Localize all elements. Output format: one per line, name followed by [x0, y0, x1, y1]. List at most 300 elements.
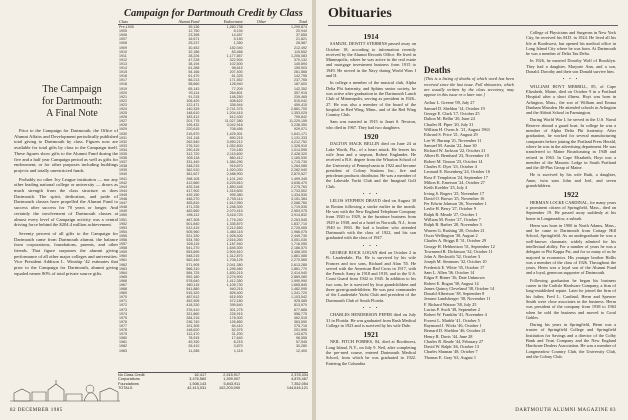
table-cell: 708,456	[229, 127, 243, 132]
table-cell: 8,194	[233, 29, 243, 34]
table-cell: 446,270	[186, 197, 200, 202]
table-cell: 2,186,570	[291, 246, 307, 251]
table-cell: 1937	[119, 160, 127, 165]
table-cell: 515,042	[294, 98, 307, 103]
table-cell: 1918	[119, 82, 127, 87]
table-cell: 148,620	[186, 328, 200, 333]
list-item: Thomas E. Gray '63, August 1	[424, 354, 476, 360]
table-cell: 1,248,300	[226, 205, 243, 210]
table-cell: 1981	[119, 340, 127, 345]
table-cell: 925,085	[294, 299, 307, 304]
obituary-column-1	[326, 30, 416, 368]
table-cell: 1,715,730	[291, 160, 307, 165]
table-cell: 2,904,610	[226, 250, 243, 255]
table-cell: 11,229,155	[289, 119, 307, 124]
table-cell: 890,215	[229, 135, 243, 140]
table-cell: 171,552	[229, 78, 243, 83]
table-cell: 2,553,075	[291, 209, 307, 214]
list-item: Warren G. Rushing '28, October 21	[424, 227, 485, 233]
table-cell: 363,590	[294, 319, 307, 324]
list-item: Raymond J. Wicks '46, October 1	[424, 322, 482, 328]
table-cell: 1946	[119, 197, 127, 202]
table-cell: 336,944	[229, 102, 243, 107]
table-row	[118, 349, 308, 353]
totals-cell: 7,352,054	[291, 381, 308, 386]
table-cell: 312,720	[186, 152, 200, 156]
table-cell: 1,335,870	[226, 221, 243, 226]
section-separator: • • •	[362, 242, 380, 248]
obituary-paragraph: LELOS STEPHEN DRAYD died on August 30 in Boston following a stroke earlier in the month. He was with the New England Telephone Company from 1920 to 1929, in the furniture business from 1929 to 1938, and at a hotel in Norwalk, N.J., from 1940 to 1963. He had a brother who attended Dartmouth with the class of 1922, and his son graduated with the class of 1947.	[326, 198, 416, 241]
table-cell: 1969	[119, 291, 127, 296]
table-cell: 1967	[119, 283, 127, 287]
list-item: Robert E. Bogan '38, August 14	[424, 280, 479, 286]
table-cell: 562,440	[186, 258, 200, 263]
table-cell: 98,615	[231, 66, 243, 71]
table-cell: 459,415	[294, 102, 307, 107]
obituary-paragraph: During World War I, he served in the U.S. Naval Reserve aboard a guard boat. In college he was a member of Alpha Delta Phi fraternity. After graduation, he worked for several manufacturing companies before joining the Portland Press Herald, where he was in the advertising department. He was transferred to Maine Broadcasting in 1948 and retired in 1963. In Cape Elizabeth, Hoyt was a member of the Masonic Lodge in South Portland and the 40-Plus Group of Maine.	[526, 117, 616, 171]
table-cell: 1956	[119, 237, 127, 242]
table-cell: 4,225,810	[226, 180, 243, 185]
list-item: David O. Brown '25, November 16	[424, 195, 485, 201]
table-cell: 91,215	[188, 94, 200, 99]
column-header: Class	[118, 20, 153, 25]
table-cell: 301,275	[229, 307, 243, 312]
table-cell: 5,150	[233, 37, 243, 42]
list-item: Forrest L. Marble '41, October 5	[424, 317, 480, 323]
table-cell: 1922	[119, 98, 127, 103]
list-item: Donald Albertson '38, September 8	[424, 291, 485, 297]
campaign-credit-table	[118, 20, 308, 353]
list-item: Lucius P. Swift '38, September 2	[424, 307, 481, 313]
table-cell: 496,112	[186, 213, 200, 218]
table-cell: 25,237	[188, 41, 200, 46]
obituary-paragraph: In college a member of the musical club, Alpha Delta Phi fraternity, and Sphinx senior society, he was active after graduation in the Dartmouth Lunch Club of Minneapolis, serving as president in 1926–27. He was also a member of the board of the hospital in Red Wing, Minn., and of the Red Wing Country Club.	[326, 80, 416, 118]
table-cell: 487,305	[186, 217, 200, 222]
list-item: Leslie H. Berry '27, October 9	[424, 206, 476, 212]
table-cell: 512,415	[186, 225, 200, 230]
table-cell: 1921	[119, 94, 127, 99]
table-cell: 1966	[119, 278, 127, 283]
table-cell: 322,904	[229, 57, 243, 62]
totals-cell	[240, 386, 274, 390]
table-cell: 1957	[119, 242, 127, 247]
list-item: Robert W. Franklin '41, November 4	[424, 312, 487, 318]
table-cell: 1,131,333	[291, 135, 307, 140]
table-cell: 1936	[119, 156, 127, 161]
table-cell: 724,180	[229, 147, 243, 152]
table-cell: 54,166	[188, 70, 200, 75]
table-cell: 126,850	[229, 319, 243, 324]
list-item: Milton K. Emerson '24, October 27	[424, 179, 485, 185]
list-item: Samuel D. Sheldon '14, October 19	[424, 105, 485, 111]
list-item: Ralph B. Barber '28, November 3	[424, 222, 482, 228]
table-cell: 1,177,857	[226, 53, 243, 58]
table-cell: 23,398	[188, 33, 200, 38]
table-cell: 1,482,095	[291, 287, 307, 292]
list-item: David W. Ralph '46, October 13	[424, 344, 480, 350]
table-cell: 2,041,380	[226, 262, 243, 267]
table-cell: 61,470	[188, 74, 200, 79]
table-cell: 1983	[119, 348, 127, 353]
table-cell: 1,499,345	[291, 176, 307, 181]
section-separator: • • •	[362, 304, 380, 310]
table-cell: 106,420	[186, 98, 200, 103]
table-cell: 84,410	[231, 323, 243, 328]
table-cell: 1923	[119, 102, 127, 107]
table-cell: 592,180	[186, 274, 200, 279]
table-cell: 30,280	[296, 344, 307, 349]
table-cell: 26,410	[188, 344, 200, 349]
table-cell: 236,740	[186, 319, 200, 324]
table-cell: 264,801	[229, 90, 243, 95]
table-cell: 226,915	[229, 311, 243, 316]
table-cell: 1905	[119, 29, 127, 34]
table-cell: 3,238,350	[291, 123, 307, 128]
table-cell: 115,652	[294, 49, 307, 54]
table-cell: 1,353,025	[291, 111, 307, 116]
list-item: Charles R. Reade '44, February 27	[424, 338, 484, 344]
list-item: William M. Porter '27, October 7	[424, 217, 481, 223]
obituary-paragraph: Following graduation he began his business career in the Carlisle Hardware Company, a firm of long-established repute. Later he joined the firm of his father, Fred L. Cardinal, Herm and Spencer Smith were close associates in the business. Herm was president of the company from 1938 to 1963 when he sold the business and moved to Coral Gables.	[526, 277, 616, 320]
table-cell: 1955	[119, 233, 127, 238]
table-cell: 452,905	[186, 299, 200, 304]
table-cell: 1933	[119, 143, 127, 148]
table-cell: 553,690	[186, 250, 200, 255]
table-cell: 1,837,710	[291, 221, 307, 226]
obituary-paragraph: College of Physicians and Surgeons in New York City, he received his M.D. in 1924. He lived all his life at Boothwest, but opened his medical office in Long Island City where he was born. At Dartmouth he was a member of Delta Tau Delta.	[526, 30, 616, 57]
table-cell: 12,750	[188, 29, 200, 34]
column-header: Endowment	[200, 20, 243, 25]
table-cell: 159,903	[294, 66, 307, 71]
table-cell: 16,671	[188, 37, 200, 42]
table-cell: 1928	[119, 123, 127, 128]
table-cell: 195,432	[186, 123, 200, 128]
table-cell: 2,212,650	[226, 225, 243, 230]
table-cell: 1,312,870	[226, 254, 243, 259]
table-cell: 14,457	[231, 33, 243, 38]
table-cell: 1977	[119, 323, 127, 328]
table-cell: 2,276,900	[226, 274, 243, 279]
table-cell: 2,263,545	[291, 217, 307, 222]
table-cell: 1940	[119, 172, 127, 177]
obituary-paragraph: SAMUEL DEWITT STEBBINS passed away on October 18, according to information recently received by the Alumni Records Office. He lived in Minneapolis, where he was active in the real estate and mortgage investment business from 1915 to 1949. He served in the Navy during World Wars I and II.	[326, 41, 416, 79]
list-item: Ross F. Templeton '24, September 17	[424, 174, 488, 180]
table-cell: 1914	[119, 66, 127, 71]
column-header: Other	[244, 20, 267, 25]
table-cell: 128,940	[229, 82, 243, 87]
table-cell: 501,840	[186, 221, 200, 226]
table-cell: 521,330	[186, 233, 200, 238]
table-cell: 505,960	[186, 229, 200, 234]
table-cell: 1,776,240	[226, 217, 243, 222]
list-item: Joseph M. Simmons '32, October 10	[424, 259, 487, 265]
list-item: Leonard E. Rosenberg '24, October 16	[424, 169, 490, 175]
table-cell: 1,101,240	[226, 176, 243, 181]
list-item: Samuel M. Austin '22, June 30	[424, 142, 477, 148]
table-cell: 1944	[119, 188, 127, 193]
list-item: Fer Edwin Johnson '26, November 1	[424, 201, 487, 207]
table-cell: 362,910	[186, 168, 200, 173]
table-cell: 4,212,752	[291, 139, 307, 144]
table-cell: 1,966,075	[291, 229, 307, 234]
table-cell: 331,860	[186, 311, 200, 316]
table-cell: 78,915	[188, 336, 200, 341]
table-cell: 215,870	[186, 131, 200, 136]
table-cell: 1950	[119, 213, 127, 218]
list-item: Robert M. Tinnon '23, October 14	[424, 158, 483, 164]
table-cell: 93,114	[188, 90, 200, 95]
table-cell: 2,275,763	[291, 184, 307, 189]
table-cell: 1926	[119, 115, 127, 120]
table-cell: 212,492	[294, 45, 307, 50]
table-cell: 66,213	[188, 78, 200, 83]
table-cell: 148,250	[229, 94, 243, 99]
table-cell: 472,180	[229, 299, 243, 304]
page-folio-left: 82 DECEMBER 1985	[10, 408, 63, 413]
table-cell: 142,795	[294, 74, 307, 79]
feature-paragraph: Prior to the Campaign for Dartmouth, the Office of Alumni Affairs and Development periodically published total giving to Dartmouth by class. Figures now are available for total gifts by class to the Campaign itself. These figures show gifts to the Alumni Fund during the five and a half year Campaign period as well as gifts for endowment, or for other purposes including buildings projects and totally unrestricted funds.	[14, 128, 118, 173]
table-cell: 1,708,125	[226, 258, 243, 263]
table-cell: 1,928,400	[226, 233, 243, 238]
table-cell: 1947	[119, 201, 127, 206]
heading-rule	[328, 25, 618, 26]
table-cell: 1920	[119, 90, 127, 95]
table-cell: 1964	[119, 270, 127, 275]
table-cell: 548,215	[186, 254, 200, 259]
table-cell: 1979	[119, 332, 127, 337]
table-cell: 1,412,350	[226, 278, 243, 283]
totals-cell: 4,876,467	[291, 377, 308, 382]
table-cell: 2,881,700	[291, 106, 307, 111]
table-cell: 32,186	[188, 49, 200, 54]
table-cell: 61,288	[188, 66, 200, 71]
table-cell: 1942	[119, 180, 127, 185]
table-cell: 417,902	[186, 188, 200, 193]
table-cell: 826,400	[229, 291, 243, 296]
table-cell: 77,209	[231, 86, 243, 91]
table-cell: 462,515	[294, 315, 307, 320]
obituary-paragraph: CHARLES HENDERSON PEPER died on July 31 in Florida. He was graduated from Rush Medical College in 1923 and is survived by his wife Dale.	[326, 312, 416, 328]
list-item: Charles E. Dyer '23, October 4	[424, 164, 477, 170]
table-cell: 83,466	[231, 49, 243, 54]
table-cell: 1961	[119, 258, 127, 263]
obituary-paragraph: In 1926, he married Dorothy Wolf of Brooklyn. They had a daughter, Marjorie Ann, and a son, Donald. Dorothy and their son Donald survive him.	[526, 58, 616, 75]
table-cell: 1,206,083	[291, 53, 307, 58]
table-cell: 1948	[119, 205, 127, 210]
table-cell: 929,071	[294, 127, 307, 132]
table-cell: 284,215	[186, 315, 200, 320]
table-cell: 1,052,600	[226, 143, 243, 148]
table-cell: 1911	[119, 53, 127, 58]
table-cell: 2,725,065	[291, 225, 307, 230]
table-cell: 261,566	[294, 70, 307, 75]
table-cell: 1978	[119, 328, 127, 333]
table-cell: 398,105	[186, 176, 200, 181]
table-cell: 1,861,085	[291, 254, 307, 259]
table-cell: 102,500	[229, 61, 243, 66]
totals-cell: 102,203,090	[219, 386, 241, 391]
campaign-totals	[118, 372, 308, 391]
deaths-list	[424, 100, 514, 360]
table-cell: 1,264,085	[291, 164, 307, 169]
table-cell: 1982	[119, 344, 127, 349]
table-cell: 30,452	[188, 45, 200, 50]
table-cell: 3,458,300	[291, 250, 307, 255]
obituary-paragraph: NEIL FITCH FORBES, 84, died at Boothwest, Long Island, N.Y., on July 9. Neil, after completing the pre-med course, entered Dartmouth Medical School, from which he was graduated in 1922. Entering the Columbia	[326, 339, 416, 366]
section-separator: • • •	[362, 191, 380, 197]
table-cell: 1945	[119, 192, 127, 197]
obituary-paragraph: Herm was born in 1900 in North Adams, Mass., and he came to Dartmouth from Cottage Hill School, Springfield. As an undergraduate he was a well-known classmate, widely admired for his intellectual ability. For a number of years he was a delegate to Phi Kappa Psi, and for so many of us he majored in economics. His younger brother Hollis was a member of the class of 1926. Throughout the years, Herm was a loyal son of the Alumni Fund and a loyal, generous supporter of Dartmouth.	[526, 222, 616, 276]
table-cell: 2,282,940	[291, 168, 307, 173]
table-cell: 142,352	[294, 86, 307, 91]
list-item: Bernard D. Sheldon '46, October 21	[424, 328, 486, 334]
table-cell: 1931	[119, 135, 127, 140]
table-cell: 4,638,470	[291, 180, 307, 185]
table-cell: 1954	[119, 229, 127, 234]
table-cell: 1958	[119, 246, 127, 251]
table-cell: 191,305	[186, 323, 200, 328]
table-cell: 1953	[119, 225, 127, 230]
table-cell: 1927	[119, 119, 127, 124]
table-cell: 122,471	[186, 102, 200, 107]
obituary-paragraph: DALTON MACK BELLIN died on June 24 at Lake Worth, Fla., of a heart attack. He leaves his wife Jean and a stepson, Robert Englander. He received a B.S. degree from the Wharton School of the University of Pennsylvania in 1922 and became president of Colony Stations Inc., fire and petroleum products distributor. He was a member of the Lakeside Yacht Club and the Imaginal Golf Club.	[326, 141, 416, 189]
table-cell: 2,741,375	[226, 106, 243, 111]
list-item: Irving S. Rogers '25, November 17	[424, 190, 485, 196]
list-item: Townsend B. Dickinson '32, October 11	[424, 248, 493, 254]
list-item: Edward S. Price '21, August 29	[424, 132, 478, 138]
table-cell: 455,810	[186, 201, 200, 206]
table-cell: 615,930	[229, 295, 243, 300]
list-item: Arthur L. Greene '09, July 27	[424, 100, 475, 106]
feature-paragraph: Probably no other Ivy League institution — nor any other leading national college or university — draws as much strength from the class structure as does Dartmouth. The spirit, dedication, and pride of Dartmouth classes have propelled the Alumni Fund to success after success for 70 years or longer. And certainly the involvement of Dartmouth classes at almost every level of Campaign activity was a central driving force behind the $204.4 million achievement.	[14, 176, 118, 228]
totals-cell: Foundations	[118, 381, 139, 386]
table-cell: 47,228	[188, 57, 200, 62]
table-cell: 1,014,595	[291, 147, 307, 152]
list-item: Dalton M. Bellin '20, June 24	[424, 116, 475, 122]
table-cell: 2,516,250	[226, 237, 243, 242]
table-cell: 1,328,910	[291, 143, 307, 148]
table-cell: 578,640	[186, 278, 200, 283]
table-cell: 1,920,030	[226, 168, 243, 173]
table-cell: 183,412	[186, 115, 200, 120]
table-cell: 1,315,600	[226, 188, 243, 193]
table-cell: 1924	[119, 106, 127, 111]
table-cell: 290,415	[186, 147, 200, 152]
table-cell: 348,215	[186, 164, 200, 169]
obituary-paragraph: HERMAN LOCKE CARDINAL, for many years a prominent citizen of Springfield, Mass., died on September 19. He passed away suddenly at his home in Longmeadow, a suburb.	[526, 199, 616, 221]
table-cell: 1938	[119, 164, 127, 169]
table-cell: 2,068,760	[291, 201, 307, 206]
table-cell: 1974	[119, 311, 127, 316]
table-cell: 3,870	[233, 344, 243, 349]
table-cell: 915,870	[229, 164, 243, 169]
table-cell: 515,320	[186, 291, 200, 296]
table-cell: 1973	[119, 307, 127, 312]
table-cell: 1971	[119, 299, 127, 304]
totals-cell: 2,315,917	[223, 373, 241, 377]
table-cell: 1925	[119, 111, 127, 116]
table-cell: 182,040	[229, 45, 243, 50]
table-cell: 2,428,320	[291, 152, 307, 156]
table-cell: 3,051,030	[291, 237, 307, 242]
table-cell: 81,325	[231, 74, 243, 79]
list-item: George H. Hebbertson '31, September 12	[424, 243, 495, 249]
table-cell: 1,350	[233, 41, 243, 46]
table-cell: 1,460,115	[226, 229, 243, 234]
feature-paragraph: Seventy percent of all gifts to the Campaign for Dartmouth came from Dartmouth alumni, the balance from corporations, foundations, parents, and other friends. That figure surpasses the alumni giving performance of all other major colleges and universities. Vice President Addison L. Winship '42 estimates that prior to the Campaign for Dartmouth, alumni giving equaled nearer 80% of total private source gifts.	[14, 230, 118, 276]
table-cell: 566,310	[186, 266, 200, 271]
table-cell: 1917	[119, 78, 127, 83]
totals-row	[118, 386, 308, 390]
table-cell: 677,685	[294, 307, 307, 312]
table-cell: 187,600	[294, 82, 307, 87]
table-cell: 571,905	[186, 262, 200, 267]
table-cell: 12,400	[296, 348, 307, 353]
table-cell: 1959	[119, 250, 127, 255]
table-cell: 412,660	[186, 180, 200, 185]
totals-cell: TOTALS	[118, 386, 133, 391]
deaths-column	[424, 30, 514, 360]
list-item: Henry R. Davis '44, June 28	[424, 333, 473, 339]
table-cell: 1962	[119, 262, 127, 267]
table-cell: 2,869,080	[291, 274, 307, 279]
table-cell: 1,299,874	[291, 25, 307, 30]
table-cell: 20,944	[296, 29, 307, 34]
totals-cell: 42,413,031	[187, 386, 207, 391]
table-cell: 482,660	[186, 209, 200, 214]
table-cell: 39,136	[188, 25, 200, 30]
list-item: James Quincy Cleveland '38, October 14	[424, 285, 495, 291]
table-cell: 471,235	[186, 205, 200, 210]
table-cell: 1,384,290	[226, 160, 243, 165]
table-cell: 1963	[119, 266, 127, 271]
table-cell: 1934	[119, 147, 127, 152]
page-folio-right: DARTMOUTH ALUMNI MAGAZINE 83	[515, 408, 616, 413]
list-item: George E. Clark '17, October 25	[424, 111, 480, 117]
class-year-heading: 1920	[363, 132, 379, 142]
table-cell: 1,341,720	[291, 291, 307, 296]
list-item: Keith Koehler '25, July 4	[424, 185, 468, 191]
table-cell: 31,200	[231, 332, 243, 337]
table-cell: 1,260,738	[226, 25, 243, 30]
table-cell: 1,716,055	[291, 242, 307, 247]
table-cell: 408,622	[229, 98, 243, 103]
table-cell: 37,855	[296, 33, 307, 38]
table-cell: 1,612,950	[226, 201, 243, 206]
table-cell: 1908	[119, 41, 127, 46]
totals-cell: 3,476,560	[189, 377, 207, 382]
table-cell: 275,715	[294, 323, 307, 328]
table-cell: 220,615	[186, 127, 200, 132]
table-cell: 1,103,542	[291, 295, 307, 300]
table-cell: 1,830,215	[226, 270, 243, 275]
table-cell: 237,765	[294, 78, 307, 83]
list-item: Oscar Wellington '30, August 2	[424, 232, 478, 238]
table-cell: 28,226	[188, 53, 200, 58]
table-cell: 11,027,380	[224, 119, 243, 124]
table-cell: 2,705,114	[226, 197, 243, 202]
right-page	[316, 0, 628, 420]
table-cell: 1972	[119, 303, 127, 308]
list-item: John A. Beckwith '32, October 3	[424, 254, 481, 260]
table-cell: 331,440	[186, 160, 200, 165]
table-cell: 57,545	[296, 340, 307, 345]
list-item: Frederick E. White '35, October 17	[424, 264, 485, 270]
obituary-paragraph: During his years in Springfield, Herm was a trustee of Springfield College and Springfield Institution for Savings and a director of the Colby Bank and Trust Company and the New England Hardware Dealers Association. He was a member of Longmeadow Country Club, the University Club, and the Colony Club.	[526, 322, 616, 359]
feature-title-line: for Dartmouth:	[41, 96, 103, 107]
table-cell: 370,132	[294, 57, 307, 62]
table-cell: 1965	[119, 274, 127, 279]
